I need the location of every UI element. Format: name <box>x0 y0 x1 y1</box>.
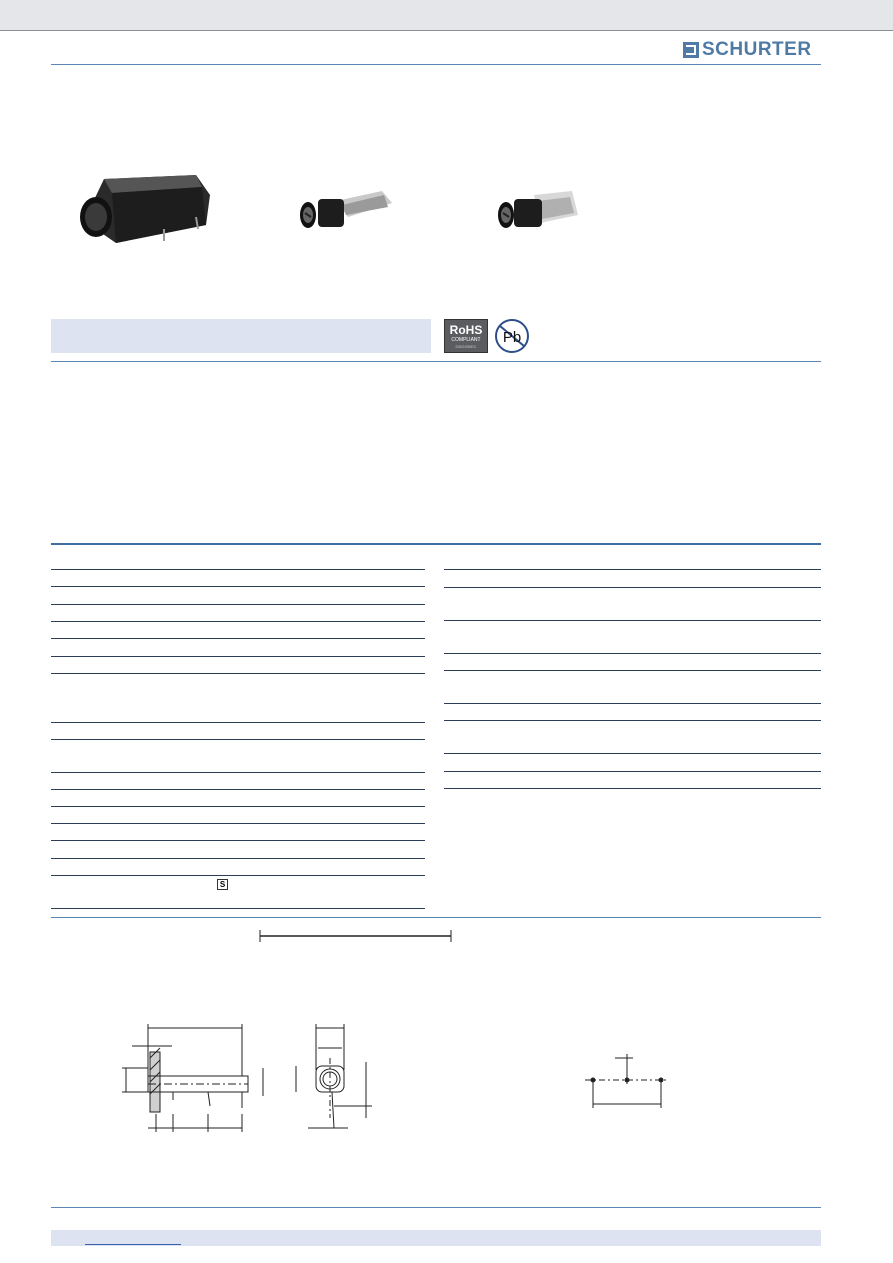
table-row <box>51 569 425 570</box>
pcb-hole-layout-drawing <box>585 1050 670 1110</box>
table-row <box>51 638 425 639</box>
table-row <box>51 806 425 807</box>
dimension-scale-bar <box>256 928 456 944</box>
table-row <box>444 587 821 588</box>
table-row <box>444 670 821 671</box>
section-rule-technical-data <box>51 543 821 545</box>
table-row <box>51 673 425 674</box>
table-row <box>444 653 821 654</box>
rohs-sub: COMPLIANT <box>451 337 481 343</box>
section-rule-description <box>51 361 821 362</box>
table-row <box>51 772 425 773</box>
header-rule <box>51 64 821 65</box>
rohs-directive: 2002/95/EC <box>455 344 477 349</box>
table-row <box>444 720 821 721</box>
browser-top-bar <box>0 0 893 31</box>
footer-bar <box>51 1230 821 1246</box>
schurter-logo-text: SCHURTER <box>702 39 812 60</box>
table-row <box>444 771 821 772</box>
table-row <box>51 621 425 622</box>
table-row <box>444 753 821 754</box>
table-row <box>51 908 425 909</box>
table-row <box>51 823 425 824</box>
schurter-logo-mark-icon <box>683 42 699 58</box>
table-row <box>444 703 821 704</box>
table-row <box>51 586 425 587</box>
table-row <box>444 788 821 789</box>
rohs-compliant-badge <box>444 319 488 353</box>
lead-free-label: Pb <box>502 329 522 346</box>
table-row <box>444 569 821 570</box>
fuseholder-pcb-horizontal-photo <box>76 165 216 245</box>
section-rule-dimensions <box>51 917 821 918</box>
fuseholder-panel-mount-photo-2 <box>494 185 584 235</box>
front-view-dimension-drawing <box>288 1018 378 1138</box>
fuseholder-panel-mount-photo-1 <box>296 183 396 233</box>
rohs-label: RoHS <box>449 323 483 337</box>
table-row <box>51 656 425 657</box>
table-row <box>51 858 425 859</box>
table-row <box>444 620 821 621</box>
footer-link[interactable] <box>85 1244 181 1245</box>
side-view-dimension-drawing <box>118 1018 273 1138</box>
title-banner <box>51 319 431 353</box>
table-row <box>51 840 425 841</box>
table-row <box>51 604 425 605</box>
table-row <box>51 875 425 876</box>
table-row <box>51 789 425 790</box>
table-row <box>51 722 425 723</box>
schurter-s-mark-icon: S <box>217 879 228 890</box>
lead-free-icon <box>494 318 530 354</box>
footer-rule <box>51 1207 821 1208</box>
table-row <box>51 739 425 740</box>
schurter-logo <box>683 40 812 60</box>
